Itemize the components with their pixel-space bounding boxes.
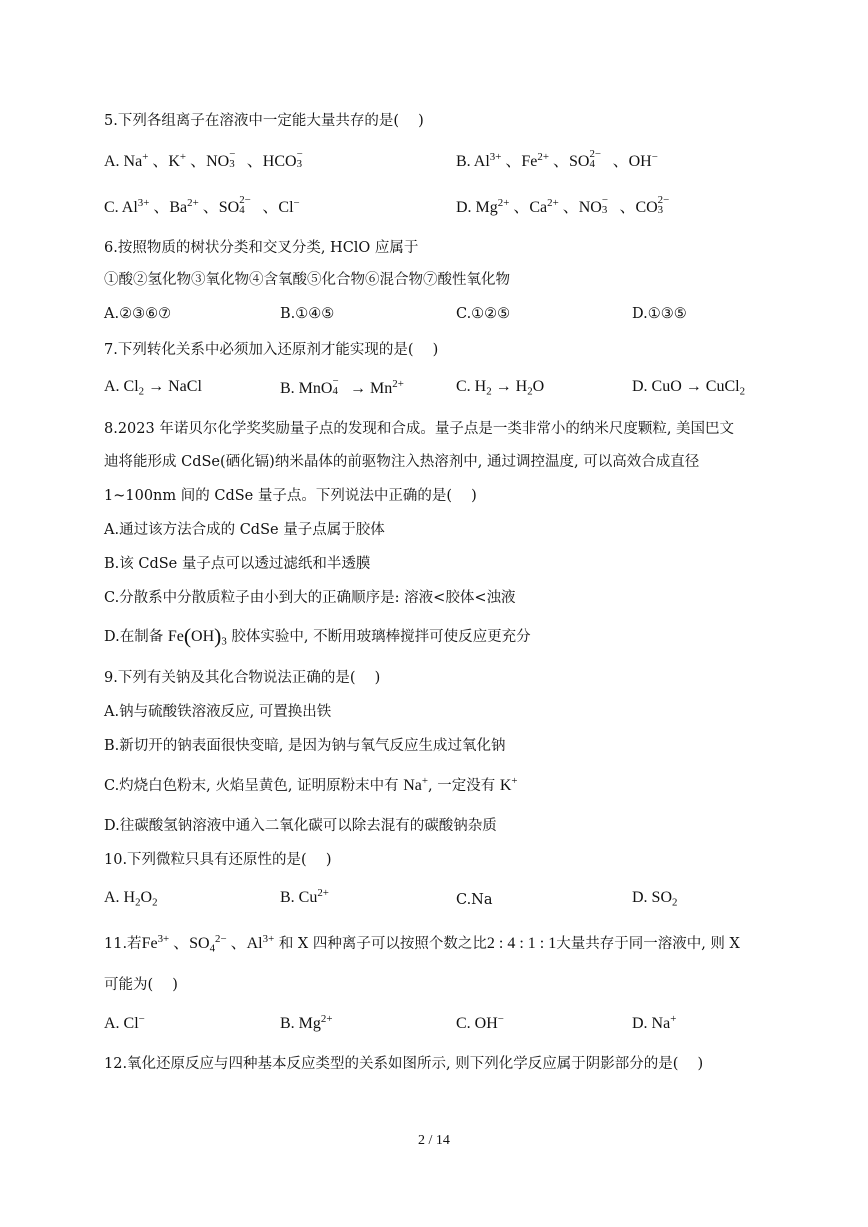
q8-option-d	[104, 626, 531, 647]
q7-stem: 7.下列转化关系中必须加入还原剂才能实现的是( )	[104, 342, 439, 358]
na-ion: Na+	[403, 775, 429, 794]
q11-option-a: A. Cl−	[104, 1013, 145, 1032]
q11-pre: 11.若	[104, 936, 142, 952]
q9-option-c-mid: , 一定没有	[428, 778, 496, 794]
q7-option-d: D. CuO → CuCl$_2$	[632, 378, 746, 398]
q11-mid: 和 X 四种离子可以按照个数之比	[278, 936, 487, 952]
q11-ratio: 2 : 4 : 1 : 1	[486, 935, 557, 952]
q7-option-a: A. $Cl_2$ → NaCl	[104, 378, 202, 398]
k-ion: K+	[499, 775, 518, 794]
q9-option-b: B.新切开的钠表面很快变暗, 是因为钠与氧气反应生成过氧化钠	[104, 738, 506, 754]
q6-option-c: C.①②⑤	[456, 306, 511, 322]
q10-stem: 10.下列微粒只具有还原性的是( )	[104, 852, 332, 868]
q5-option-d: D. $Mg^{2+}$ 、$Ca^{2+}$ 、NO − 3 、CO 2− 3	[456, 194, 670, 216]
q6-list: ①酸②氢化物③氧化物④含氧酸⑤化合物⑥混合物⑦酸性氧化物	[104, 272, 510, 288]
q10-option-a: A. $H_2O_2$	[104, 889, 158, 909]
page-number: 2 / 14	[418, 1133, 450, 1148]
q11-ions: $Fe^{3+}$ 、$SO_4^{2-}$ 、$Al^{3+}$	[141, 933, 275, 955]
q5-option-c: C. $Al^{3+}$ 、$Ba^{2+}$ 、SO 2− 4 、Cl−	[104, 194, 300, 216]
q8-option-d-pre: D.在制备	[104, 628, 164, 645]
q8-option-a: A.通过该方法合成的 CdSe 量子点属于胶体	[104, 522, 385, 538]
q8-stem-line3: 1~100nm 间的 CdSe 量子点。下列说法中正确的是( )	[104, 488, 477, 504]
q10-option-d: D. $SO_2$	[632, 889, 678, 909]
q6-option-d: D.①③⑤	[632, 306, 687, 322]
q10-option-b: B. $Cu^{2+}$	[280, 887, 329, 906]
q8-option-b: B.该 CdSe 量子点可以透过滤纸和半透膜	[104, 556, 371, 572]
q8-option-d-post: 胶体实验中, 不断用玻璃棒搅拌可使反应更充分	[231, 628, 531, 645]
fe-oh3-formula: $Fe(OH)_3$	[167, 624, 227, 648]
q9-option-d: D.往碳酸氢钠溶液中通入二氧化碳可以除去混有的碳酸钠杂质	[104, 818, 497, 834]
q11-post: 大量共存于同一溶液中, 则 X	[556, 936, 740, 952]
q11-option-d: D. Na+	[632, 1013, 677, 1032]
q5-option-a: A. Na+ 、K+ 、NO − 3 、HCO − 3	[104, 148, 303, 170]
q9-option-c	[104, 776, 518, 796]
q9-option-a: A.钠与硫酸铁溶液反应, 可置换出铁	[104, 704, 332, 720]
q6-option-b: B.①④⑤	[280, 306, 335, 322]
q5-stem: 5.下列各组离子在溶液中一定能大量共存的是( )	[104, 113, 424, 129]
q6-option-a: A.②③⑥⑦	[104, 306, 172, 322]
q11-option-b: B. $Mg^{2+}$	[280, 1013, 333, 1032]
q11-stem-line2: 可能为( )	[104, 977, 178, 993]
q9-stem: 9.下列有关钠及其化合物说法正确的是( )	[104, 670, 381, 686]
q8-option-c: C.分散系中分散质粒子由小到大的正确顺序是: 溶液<胶体<浊液	[104, 590, 516, 606]
q8-stem-line2: 迪将能形成 CdSe(硒化镉)纳米晶体的前驱物注入热溶剂中, 通过调控温度, 可以高效合成直径	[104, 454, 700, 470]
q9-option-c-pre: C.灼烧白色粉末, 火焰呈黄色, 证明原粉末中有	[104, 778, 399, 794]
q11-option-c: C. OH−	[456, 1013, 504, 1032]
q7-option-c: C. $H_2 \to H_2O$	[456, 378, 545, 398]
q11-stem-line1	[104, 934, 740, 954]
q8-stem-line1: 8.2023 年诺贝尔化学奖奖励量子点的发现和合成。量子点是一类非常小的纳米尺度颗粒, 美国巴文	[104, 421, 735, 437]
q12-stem: 12.氧化还原反应与四种基本反应类型的关系如图所示, 则下列化学反应属于阴影部分的是( )	[104, 1056, 704, 1072]
q7-option-b: B. MnO − 4 → $Mn^{2+}$	[280, 375, 404, 397]
q6-stem: 6.按照物质的树状分类和交叉分类, HClO 应属于	[104, 240, 419, 256]
q5-option-b: B. $Al^{3+}$ 、$Fe^{2+}$ 、SO 2− 4 、OH−	[456, 148, 658, 170]
q10-option-c: C.Na	[456, 892, 493, 908]
